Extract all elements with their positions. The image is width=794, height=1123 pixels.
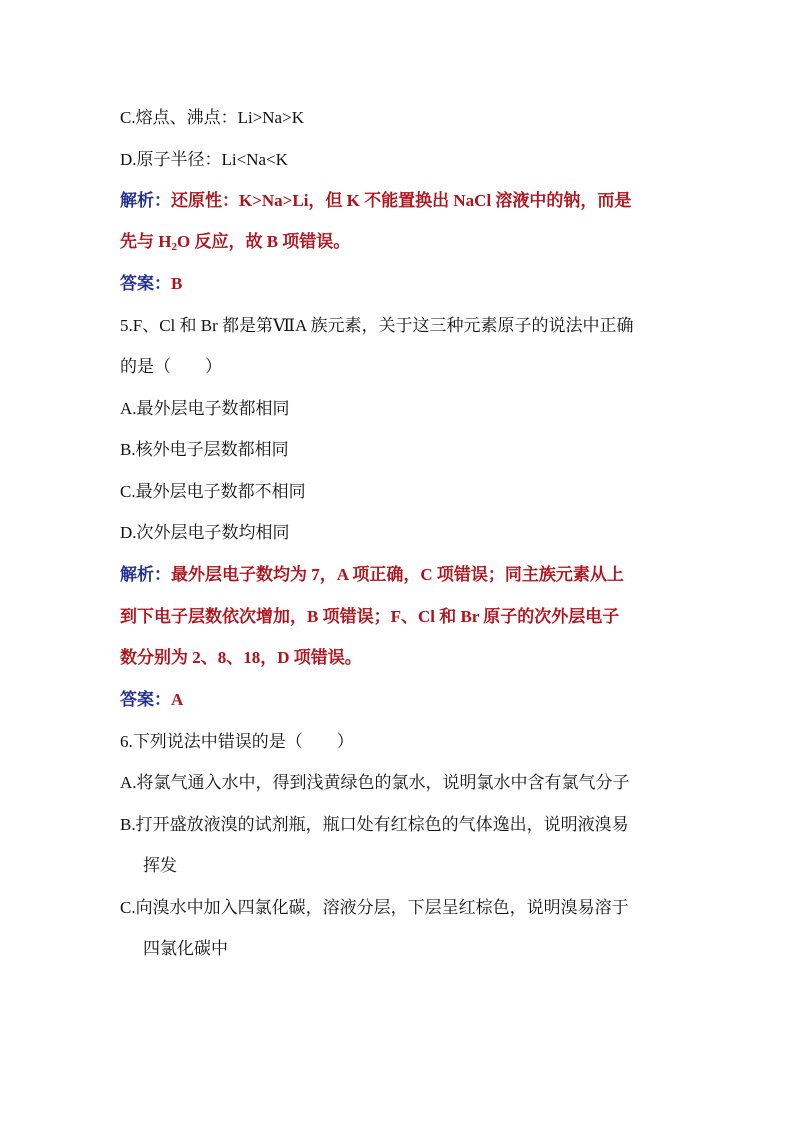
q6-stem: 6.下列说法中错误的是（ ）	[120, 732, 354, 751]
q4-answer	[120, 273, 182, 295]
q5-option-d: D.次外层电子数均相同	[120, 523, 290, 542]
q4-option-d: D.原子半径：Li<Na<K	[120, 150, 288, 169]
q5-option-c: C.最外层电子数都不相同	[120, 482, 306, 501]
analysis-text: O 反应，故 B 项错误。	[176, 232, 351, 251]
q5-stem-line1: 5.F、Cl 和 Br 都是第ⅦA 族元素，关于这三种元素原子的说法中正确	[120, 316, 634, 335]
analysis-text: 最外层电子数均为 7，A 项正确，C 项错误；同主族元素从上	[171, 565, 624, 584]
analysis-text: 先与 H	[120, 232, 172, 251]
analysis-label: 解析：	[120, 191, 171, 210]
q4-analysis-line2	[120, 231, 350, 258]
analysis-label: 解析：	[120, 565, 171, 584]
q5-option-a: A.最外层电子数都相同	[120, 399, 290, 418]
answer-value: A	[171, 690, 184, 709]
q5-stem-line2: 的是（ ）	[120, 357, 222, 376]
analysis-text: 数分别为 2、8、18，D 项错误。	[120, 648, 362, 667]
analysis-text: 到下电子层数依次增加，B 项错误；F、Cl 和 Br 原子的次外层电子	[120, 607, 620, 626]
subscript: 2	[171, 241, 177, 253]
q6-option-c-line1: C.向溴水中加入四氯化碳，溶液分层，下层呈红棕色，说明溴易溶于	[120, 898, 629, 917]
q6-option-b-line2: 挥发	[143, 856, 177, 875]
q4-analysis-line1	[120, 190, 631, 212]
q5-option-b: B.核外电子层数都相同	[120, 440, 289, 459]
q4-option-c: C.熔点、沸点：Li>Na>K	[120, 108, 304, 127]
q5-analysis-line3	[120, 647, 362, 669]
answer-label: 答案：	[120, 690, 171, 709]
q6-option-b-line1: B.打开盛放液溴的试剂瓶，瓶口处有红棕色的气体逸出，说明液溴易	[120, 815, 629, 834]
q5-answer	[120, 689, 183, 711]
q5-analysis-line1	[120, 564, 624, 586]
answer-value: B	[171, 274, 183, 293]
answer-label: 答案：	[120, 274, 171, 293]
q5-analysis-line2	[120, 606, 619, 628]
q6-option-a: A.将氯气通入水中，得到浅黄绿色的氯水，说明氯水中含有氯气分子	[120, 773, 630, 792]
analysis-text: 还原性：K>Na>Li，但 K 不能置换出 NaCl 溶液中的钠，而是	[171, 191, 632, 210]
q6-option-c-line2: 四氯化碳中	[143, 939, 228, 958]
